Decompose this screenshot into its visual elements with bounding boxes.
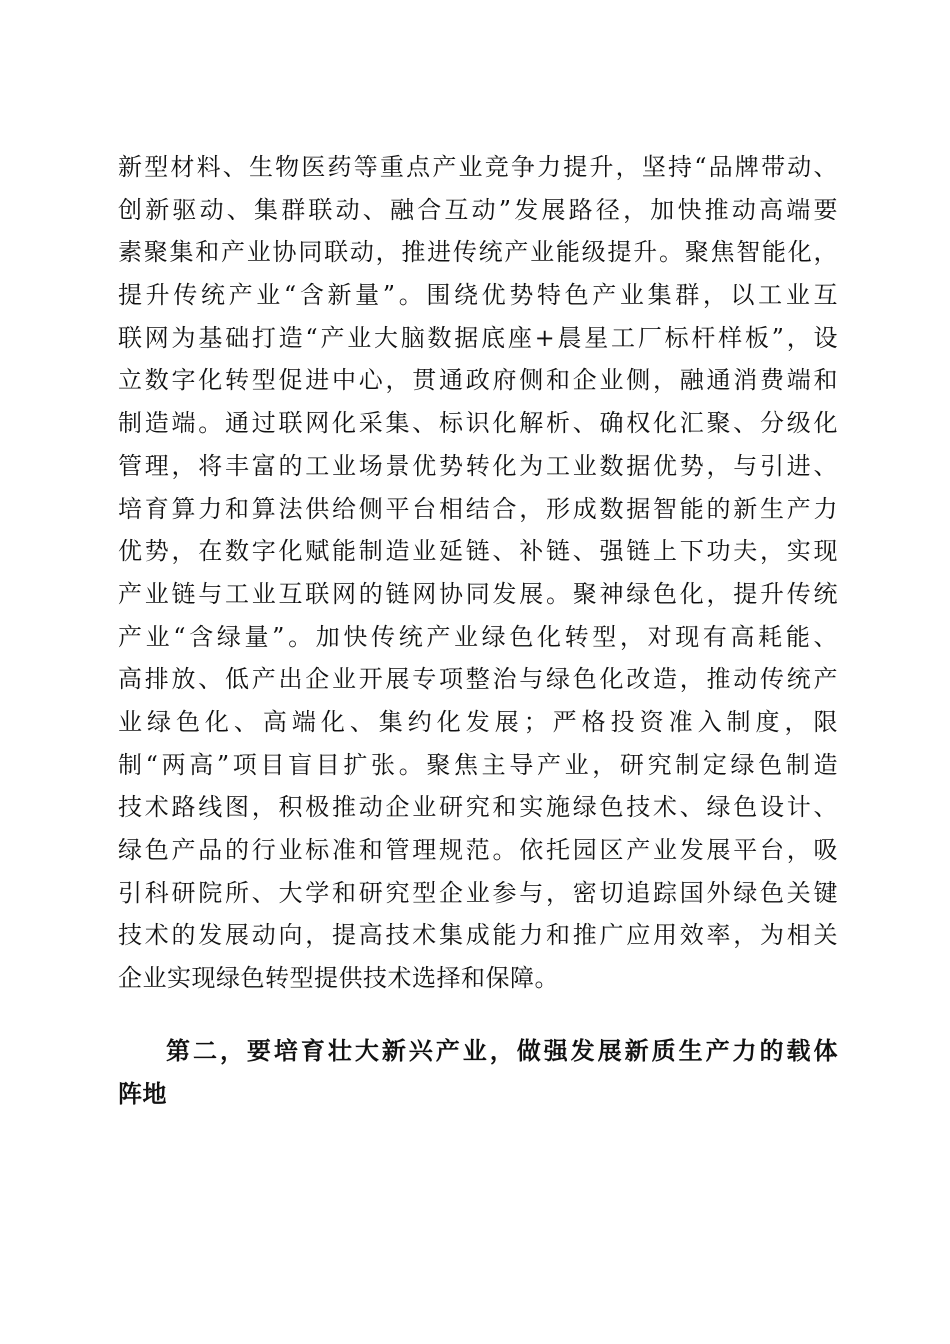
section-heading (118, 1030, 838, 1115)
body-line-5: 联网为基础打造“产业大脑数据底座+晨星工厂标杆样板”，设 (118, 323, 838, 352)
body-line-2: 创新驱动、集群联动、融合互动”发展路径，加快推动高端要 (118, 195, 838, 224)
body-line-12: 产业“含绿量”。加快传统产业绿色化转型，对现有高耗能、 (118, 622, 838, 651)
body-line-1: 新型材料、生物医药等重点产业竞争力提升，坚持“品牌带动、 (118, 153, 838, 181)
body-line-16: 技术路线图，积极推动企业研究和实施绿色技术、绿色设计、 (118, 793, 838, 822)
body-line-6: 立数字化转型促进中心，贯通政府侧和企业侧，融通消费端和 (118, 366, 838, 395)
heading-line-1: 第二，要培育壮大新兴产业，做强发展新质生产力的载体 (166, 1037, 838, 1065)
body-line-7: 制造端。通过联网化采集、标识化解析、确权化汇聚、分级化 (118, 409, 838, 438)
body-line-18: 引科研院所、大学和研究型企业参与，密切追踪国外绿色关键 (118, 878, 838, 907)
body-line-14: 业绿色化、高端化、集约化发展；严格投资准入制度，限 (118, 707, 838, 736)
body-line-4: 提升传统产业“含新量”。围绕优势特色产业集群，以工业互 (118, 281, 838, 310)
body-line-17: 绿色产品的行业标准和管理规范。依托园区产业发展平台，吸 (118, 836, 838, 864)
body-line-10: 优势，在数字化赋能制造业延链、补链、强链上下功夫，实现 (118, 537, 838, 566)
body-line-8: 管理，将丰富的工业场景优势转化为工业数据优势，与引进、 (118, 451, 838, 480)
heading-line-2: 阵地 (118, 1079, 167, 1108)
body-paragraph (118, 146, 838, 1000)
body-line-19: 技术的发展动向，提高技术集成能力和推广应用效率，为相关 (118, 921, 838, 950)
body-line-15: 制“两高”项目盲目扩张。聚焦主导产业，研究制定绿色制造 (118, 750, 838, 779)
body-line-11: 产业链与工业互联网的链网协同发展。聚神绿色化，提升传统 (118, 579, 838, 608)
body-line-13: 高排放、低产出企业开展专项整治与绿色化改造，推动传统产 (118, 665, 838, 694)
body-line-9: 培育算力和算法供给侧平台相结合，形成数据智能的新生产力 (118, 494, 838, 523)
body-line-20: 企业实现绿色转型提供技术选择和保障。 (118, 964, 559, 993)
body-line-3: 素聚集和产业协同联动，推进传统产业能级提升。聚焦智能化， (118, 238, 838, 267)
